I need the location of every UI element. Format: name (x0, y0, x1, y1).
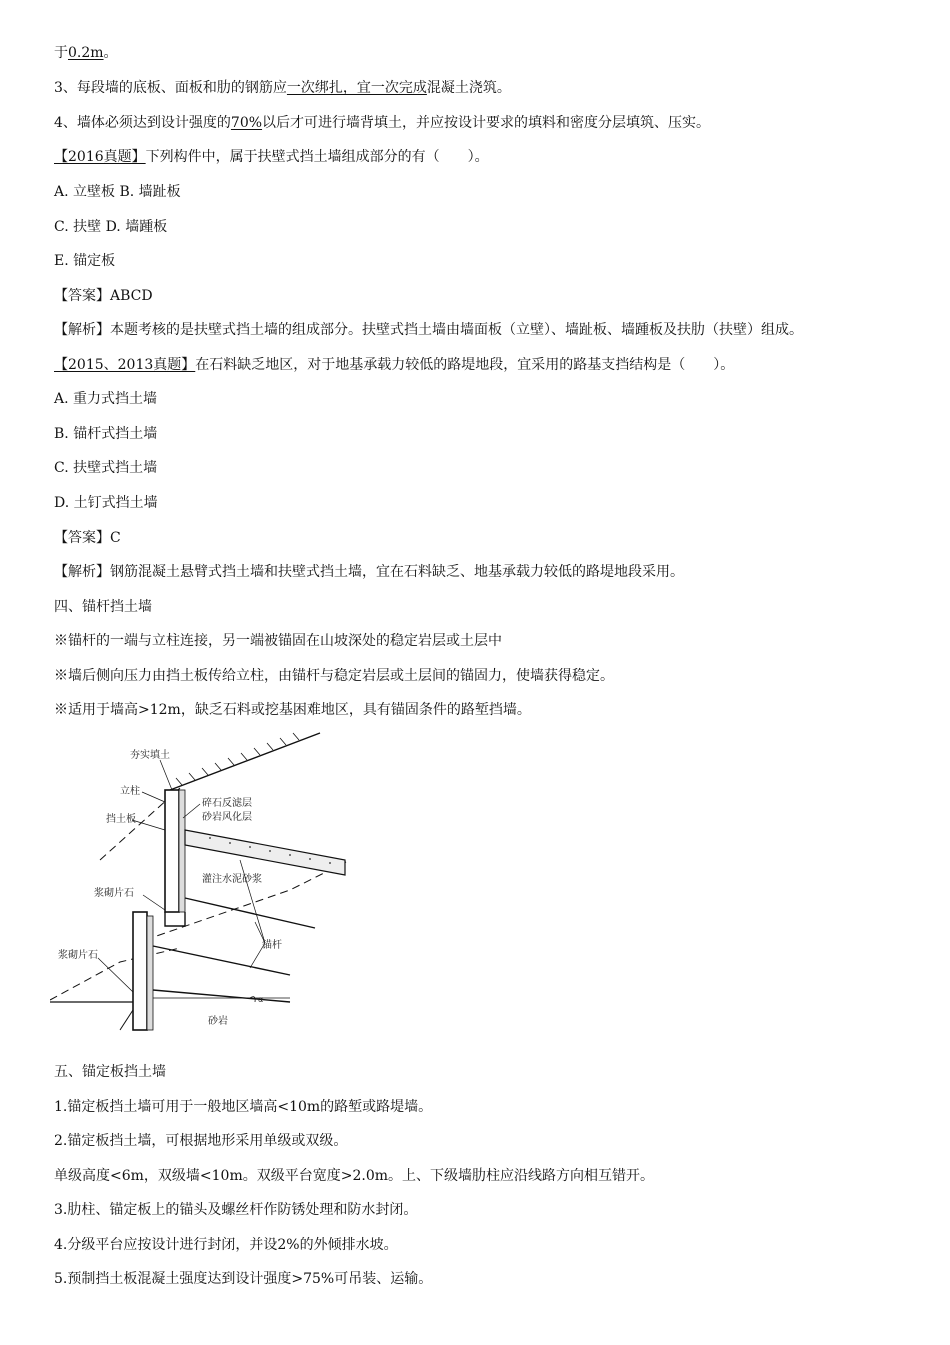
section-4-point-1: ※锚杆的一端与立柱连接，另一端被锚固在山坡深处的稳定岩层或土层中 (54, 633, 502, 649)
label-masonry-lower: 浆砌片石 (58, 950, 98, 961)
explanation-line: 【解析】钢筋混凝土悬臂式挡土墙和扶壁式挡土墙，宜在石料缺乏、地基承载力较低的路堤地段采用。 (54, 564, 684, 580)
option-d: D. 土钉式挡土墙 (54, 495, 158, 511)
label-retaining-plate: 挡土板 (106, 814, 136, 825)
text-line-2 (54, 79, 511, 97)
lower-masonry-edge (120, 1010, 133, 1030)
text-line-3 (54, 114, 710, 132)
section-5-point-4: 4.分级平台应按设计进行封闭，并设2%的外倾排水坡。 (54, 1237, 398, 1253)
option-line: E. 锚定板 (54, 253, 116, 269)
answer-line: 【答案】ABCD (54, 288, 153, 304)
question-2016 (54, 148, 489, 166)
option-a: A. 重力式挡土墙 (54, 391, 158, 407)
label-compacted-fill: 夯实填土 (130, 750, 170, 761)
section-4-title: 四、锚杆挡土墙 (54, 599, 152, 615)
ground-slope-line (170, 733, 320, 790)
label-weathered-sandstone: 砂岩风化层 (202, 812, 252, 823)
section-5-point-2-detail: 单级高度<6m，双级墙<10m。双级平台宽度>2.0m。上、下级墙肋柱应沿线路方向相互错开。 (54, 1168, 655, 1184)
underlined-value: 70% (230, 115, 263, 131)
text-line-1 (54, 44, 118, 62)
platform-step (165, 912, 185, 926)
slope-hatching (176, 733, 299, 785)
text-suffix: 混凝土浇筑。 (426, 80, 511, 96)
lower-column (133, 912, 147, 1030)
question-tag: 【2015、2013真题】 (54, 357, 196, 373)
text-prefix: 3、每段墙的底板、面板和肋的钢筋应 (54, 80, 287, 96)
upper-anchor-grouted (185, 830, 345, 875)
label-anchor-rod: 锚杆 (262, 940, 282, 951)
section-4-point-3: ※适用于墙高>12m，缺乏石料或挖基困难地区，具有锚固条件的路堑挡墙。 (54, 702, 531, 718)
section-5-point-1: 1.锚定板挡土墙可用于一般地区墙高<10m的路堑或路堤墙。 (54, 1099, 433, 1115)
upper-column (165, 790, 179, 912)
question-2015 (54, 356, 734, 374)
question-text: 在石料缺乏地区，对于地基承载力较低的路堤地段，宜采用的路基支挡结构是（ ）。 (195, 357, 735, 373)
upper-filter-layer (179, 790, 185, 912)
section-5-point-3: 3.肋柱、锚定板上的锚头及螺丝杆作防锈处理和防水封闭。 (54, 1202, 418, 1218)
section-4-point-2: ※墙后侧向压力由挡土板传给立柱，由锚杆与稳定岩层或土层间的锚固力，使墙获得稳定。 (54, 668, 614, 684)
underlined-value: 0.2m (68, 45, 104, 61)
section-5-point-2: 2.锚定板挡土墙，可根据地形采用单级或双级。 (54, 1133, 348, 1149)
label-gravel-filter: 碎石反滤层 (202, 798, 252, 809)
option-c: C. 扶壁式挡土墙 (54, 460, 158, 476)
text-suffix: 。 (103, 45, 118, 61)
text-suffix: 以后才可进行墙背填土，并应按设计要求的填料和密度分层填筑、压实。 (262, 115, 711, 131)
question-text: 下列构件中，属于扶壁式挡土墙组成部分的有（ ）。 (145, 149, 489, 165)
underlined-phrase: 一次绑扎，宜一次完成 (286, 80, 427, 96)
explanation-line: 【解析】本题考核的是扶壁式挡土墙的组成部分。扶壁式挡土墙由墙面板（立壁）、墙趾板、墙踵板及扶肋（扶壁）组成。 (54, 322, 803, 338)
text-prefix: 于 (54, 45, 68, 61)
lower-filter-layer (147, 916, 153, 1030)
text-prefix: 4、墙体必须达到设计强度的 (54, 115, 231, 131)
option-line: C. 扶壁 D. 墙踵板 (54, 219, 168, 235)
lower-anchor-bar-2 (153, 990, 290, 1002)
label-cement-grout: 灌注水泥砂浆 (202, 874, 262, 885)
label-masonry-upper: 浆砌片石 (94, 888, 134, 899)
label-column: 立柱 (120, 786, 140, 797)
label-angle: α (258, 995, 264, 1004)
answer-line: 【答案】C (54, 530, 121, 546)
option-line: A. 立壁板 B. 墙趾板 (54, 184, 181, 200)
option-b: B. 锚杆式挡土墙 (54, 426, 158, 442)
label-sandstone: 砂岩 (208, 1016, 228, 1027)
section-5-point-5: 5.预制挡土板混凝土强度达到设计强度>75%可吊装、运输。 (54, 1271, 433, 1287)
section-5-title: 五、锚定板挡土墙 (54, 1064, 166, 1080)
upper-anchor-bar-2 (185, 898, 315, 928)
anchor-wall-diagram (50, 730, 360, 1050)
question-tag: 【2016真题】 (54, 149, 146, 165)
